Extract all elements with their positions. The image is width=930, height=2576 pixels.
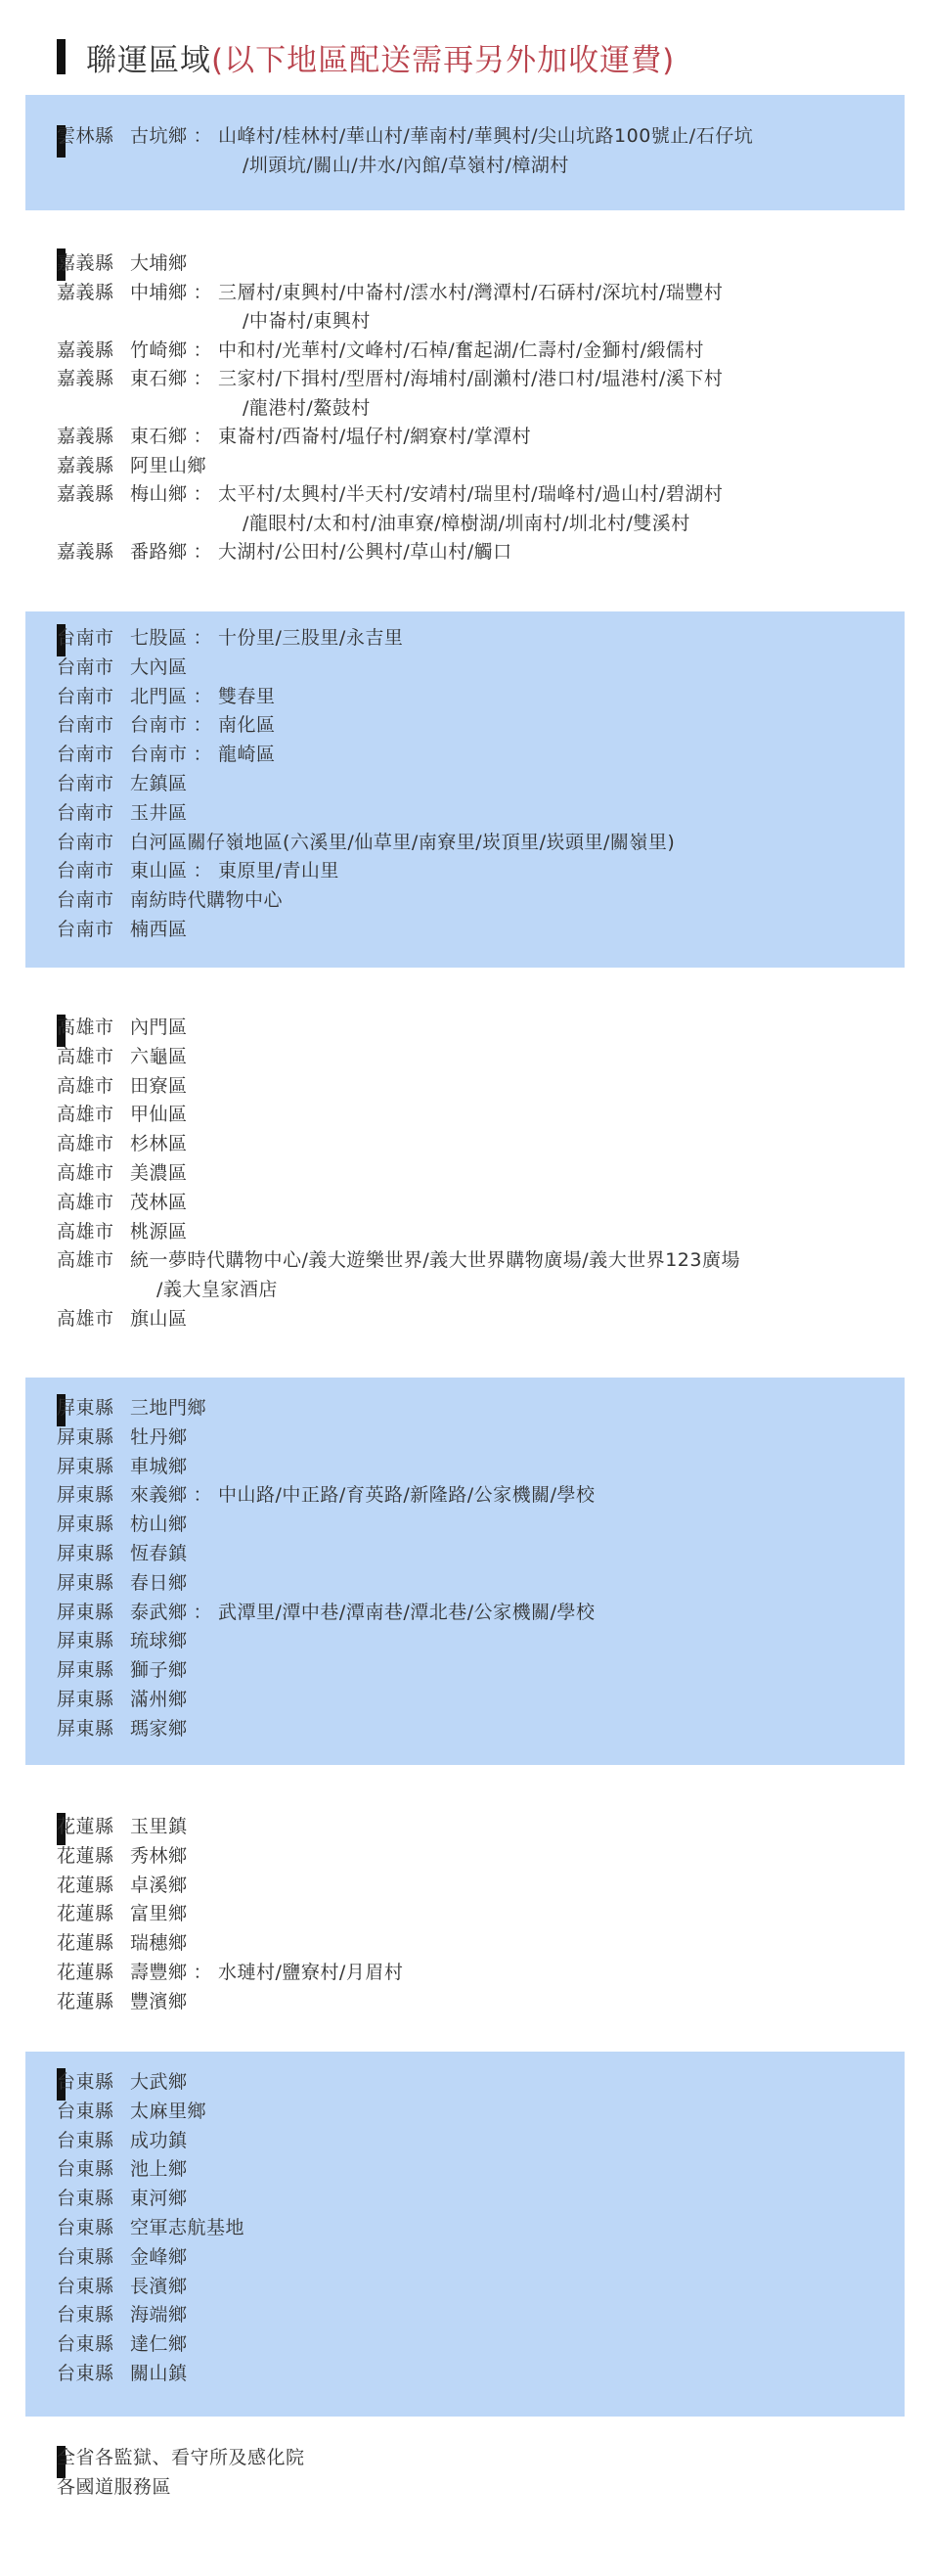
region-row <box>57 1423 188 1452</box>
colon-separator: ： <box>193 125 213 147</box>
colon-separator: ： <box>193 1602 213 1623</box>
county-label: 高雄市 <box>57 1133 114 1154</box>
district-label: 成功鎮 <box>130 2130 188 2151</box>
district-label: 東河鄉 <box>130 2188 188 2209</box>
region-row <box>57 278 723 307</box>
district-label: 美濃區 <box>130 1162 188 1184</box>
region-row <box>57 740 276 769</box>
district-label: 梅山鄉 <box>130 483 188 505</box>
region-row <box>57 682 276 711</box>
county-label: 台南市 <box>57 919 114 940</box>
region-row <box>57 1245 740 1275</box>
district-label: 壽豐鄉 <box>130 1962 188 1983</box>
county-label: 台南市 <box>57 627 114 649</box>
region-row <box>57 828 675 857</box>
county-label: 屏東縣 <box>57 1659 114 1681</box>
region-row <box>57 710 276 740</box>
region-row <box>57 1626 188 1655</box>
district-label: 田寮區 <box>130 1075 188 1097</box>
county-label: 花蓮縣 <box>57 1816 114 1837</box>
region-row <box>57 1217 188 1246</box>
county-label: 高雄市 <box>57 1075 114 1097</box>
county-label: 嘉義縣 <box>57 455 114 476</box>
district-label: 三地門鄉 <box>130 1397 207 1419</box>
region-row <box>57 1042 188 1071</box>
county-label: 台東縣 <box>57 2304 114 2326</box>
district-label: 恆春鎮 <box>130 1543 188 1564</box>
district-label: 池上鄉 <box>130 2158 188 2180</box>
district-label: 番路鄉 <box>130 541 188 563</box>
region-row <box>57 1987 188 2016</box>
county-label: 台東縣 <box>57 2071 114 2093</box>
region-row <box>57 537 512 566</box>
county-label: 屏東縣 <box>57 1484 114 1506</box>
region-row <box>57 1129 188 1158</box>
region-row <box>57 1188 188 1217</box>
district-label: 大武鄉 <box>130 2071 188 2093</box>
village-list-continued: /圳頭坑/關山/井水/內館/草嶺村/樟湖村 <box>243 155 569 176</box>
county-label: 屏東縣 <box>57 1426 114 1448</box>
county-label: 嘉義縣 <box>57 339 114 361</box>
district-label: 大內區 <box>130 656 188 678</box>
district-label: 獅子鄉 <box>130 1659 188 1681</box>
county-label: 高雄市 <box>57 1046 114 1067</box>
region-row <box>57 1655 188 1685</box>
colon-separator: ： <box>193 686 213 707</box>
county-label: 高雄市 <box>57 1308 114 1330</box>
title-main: 聯運區域 <box>86 42 211 78</box>
region-row <box>57 1452 188 1481</box>
region-row <box>57 249 188 278</box>
district-label: 車城鄉 <box>130 1456 188 1477</box>
region-row <box>57 2329 188 2359</box>
village-list: 山峰村/桂林村/華山村/華南村/華興村/尖山坑路100號止/石仔坑 <box>218 125 754 147</box>
page-title <box>86 35 675 79</box>
header-bar-marker <box>57 39 66 74</box>
county-label: 屏東縣 <box>57 1514 114 1535</box>
county-label: 花蓮縣 <box>57 1875 114 1896</box>
colon-separator: ： <box>193 1962 213 1983</box>
colon-separator: ： <box>193 744 213 765</box>
region-row <box>57 2184 188 2213</box>
region-row <box>57 2154 188 2184</box>
district-label: 瑪家鄉 <box>130 1718 188 1740</box>
village-list-continued: /中崙村/東興村 <box>243 310 371 332</box>
county-label: 台東縣 <box>57 2333 114 2355</box>
village-list: 大湖村/公田村/公興村/草山村/觸口 <box>218 541 512 563</box>
region-row <box>57 1480 596 1510</box>
county-label: 高雄市 <box>57 1162 114 1184</box>
colon-separator: ： <box>193 860 213 881</box>
region-row <box>57 479 723 509</box>
county-label: 嘉義縣 <box>57 368 114 389</box>
county-label: 花蓮縣 <box>57 1903 114 1924</box>
village-list-continued: /義大皇家酒店 <box>156 1279 278 1300</box>
district-label: 金峰鄉 <box>130 2246 188 2268</box>
district-label: 枋山鄉 <box>130 1514 188 1535</box>
region-row <box>57 856 339 885</box>
village-list: 三層村/東興村/中崙村/澐水村/灣潭村/石硦村/深坑村/瑞豐村 <box>218 282 724 303</box>
county-label: 高雄市 <box>57 1221 114 1243</box>
region-row <box>57 1841 188 1871</box>
colon-separator: ： <box>193 714 213 736</box>
district-label: 達仁鄉 <box>130 2333 188 2355</box>
county-label: 台南市 <box>57 832 114 853</box>
village-list: 十份里/三股里/永吉里 <box>218 627 404 649</box>
district-label: 東石鄉 <box>130 426 188 447</box>
county-label: 台南市 <box>57 773 114 794</box>
village-list-continued: /龍眼村/太和村/油車寮/樟樹湖/圳南村/圳北村/雙溪村 <box>243 513 690 534</box>
county-label: 屏東縣 <box>57 1543 114 1564</box>
village-list: 中和村/光華村/文峰村/石棹/奮起湖/仁壽村/金獅村/緞儒村 <box>218 339 704 361</box>
district-label: 杉林區 <box>130 1133 188 1154</box>
district-label: 北門區 <box>130 686 188 707</box>
county-label: 嘉義縣 <box>57 252 114 274</box>
district-label: 牡丹鄉 <box>130 1426 188 1448</box>
district-label: 楠西區 <box>130 919 188 940</box>
district-label: 內門區 <box>130 1017 188 1038</box>
county-label: 高雄市 <box>57 1249 114 1271</box>
district-label: 玉里鎮 <box>130 1816 188 1837</box>
district-label: 富里鄉 <box>130 1903 188 1924</box>
colon-separator: ： <box>193 1484 213 1506</box>
region-row <box>57 1100 188 1129</box>
county-label: 台南市 <box>57 656 114 678</box>
district-label: 玉井區 <box>130 802 188 824</box>
village-list: 中山路/中正路/育英路/新隆路/公家機關/學校 <box>218 1484 596 1506</box>
county-label: 台南市 <box>57 860 114 881</box>
district-label: 卓溪鄉 <box>130 1875 188 1896</box>
page-header <box>57 37 675 76</box>
county-label: 台東縣 <box>57 2276 114 2297</box>
village-list: 龍崎區 <box>218 744 276 765</box>
region-row <box>57 1685 188 1714</box>
region-row <box>57 1393 206 1423</box>
county-label: 台南市 <box>57 714 114 736</box>
district-label: 海端鄉 <box>130 2304 188 2326</box>
colon-separator: ： <box>193 339 213 361</box>
county-label: 嘉義縣 <box>57 282 114 303</box>
district-label: 南紡時代購物中心 <box>130 889 284 911</box>
region-row <box>57 1928 188 1958</box>
region-row <box>57 915 188 944</box>
county-label: 花蓮縣 <box>57 1991 114 2012</box>
district-label: 大埔鄉 <box>130 252 188 274</box>
region-row <box>57 2097 206 2126</box>
county-label: 高雄市 <box>57 1104 114 1125</box>
region-row <box>57 1958 403 1987</box>
region-row <box>57 364 723 393</box>
district-label: 琉球鄉 <box>130 1630 188 1651</box>
colon-separator: ： <box>193 541 213 563</box>
county-label: 屏東縣 <box>57 1397 114 1419</box>
region-row <box>57 1714 188 1743</box>
region-row <box>57 623 403 653</box>
region-row <box>57 1510 188 1539</box>
county-label: 花蓮縣 <box>57 1932 114 1954</box>
colon-separator: ： <box>193 282 213 303</box>
county-label: 高雄市 <box>57 1192 114 1213</box>
colon-separator: ： <box>193 426 213 447</box>
county-label: 屏東縣 <box>57 1456 114 1477</box>
village-list: 水璉村/鹽寮村/月眉村 <box>218 1962 404 1983</box>
district-label: 六龜區 <box>130 1046 188 1067</box>
county-label: 台東縣 <box>57 2217 114 2238</box>
county-label: 雲林縣 <box>57 125 114 147</box>
county-label: 花蓮縣 <box>57 1845 114 1867</box>
district-label: 左鎮區 <box>130 773 188 794</box>
region-row <box>57 336 704 365</box>
district-label: 台南市 <box>130 714 188 736</box>
county-label: 台東縣 <box>57 2101 114 2122</box>
title-note: (以下地區配送需再另外加收運費) <box>211 42 676 78</box>
district-label: 統一夢時代購物中心/義大遊樂世界/義大世界購物廣場/義大世界123廣場 <box>130 1249 740 1271</box>
district-label: 滿州鄉 <box>130 1689 188 1710</box>
region-row <box>57 1568 188 1598</box>
region-row <box>57 422 531 451</box>
district-label: 東石鄉 <box>130 368 188 389</box>
district-label: 瑞穗鄉 <box>130 1932 188 1954</box>
region-row <box>57 885 283 915</box>
county-label: 台東縣 <box>57 2363 114 2384</box>
region-row <box>57 2126 188 2155</box>
district-label: 中埔鄉 <box>130 282 188 303</box>
village-list: 武潭里/潭中巷/潭南巷/潭北巷/公家機關/學校 <box>218 1602 596 1623</box>
county-label: 台東縣 <box>57 2188 114 2209</box>
district-label: 泰武鄉 <box>130 1602 188 1623</box>
district-label: 茂林區 <box>130 1192 188 1213</box>
region-row <box>57 1071 188 1101</box>
district-label: 甲仙區 <box>130 1104 188 1125</box>
county-label: 台南市 <box>57 889 114 911</box>
colon-separator: ： <box>193 627 213 649</box>
region-row <box>57 2067 188 2097</box>
region-row <box>57 121 753 151</box>
county-label: 台東縣 <box>57 2130 114 2151</box>
district-label: 台南市 <box>130 744 188 765</box>
district-label: 旗山區 <box>130 1308 188 1330</box>
county-label: 台南市 <box>57 744 114 765</box>
county-label: 花蓮縣 <box>57 1962 114 1983</box>
region-row <box>57 1899 188 1928</box>
village-list: 東原里/青山里 <box>218 860 339 881</box>
district-label: 關山鎮 <box>130 2363 188 2384</box>
district-label: 太麻里鄉 <box>130 2101 207 2122</box>
region-row <box>57 2359 188 2388</box>
village-list-continued: /龍港村/鰲鼓村 <box>243 397 371 419</box>
region-row <box>57 1812 188 1841</box>
region-row <box>57 1539 188 1568</box>
region-row <box>57 1598 596 1627</box>
district-label: 桃源區 <box>130 1221 188 1243</box>
colon-separator: ： <box>193 483 213 505</box>
region-row <box>57 769 188 798</box>
county-label: 屏東縣 <box>57 1718 114 1740</box>
village-list: 太平村/太興村/半天村/安靖村/瑞里村/瑞峰村/過山村/碧湖村 <box>218 483 724 505</box>
county-label: 高雄市 <box>57 1017 114 1038</box>
region-row <box>57 2272 188 2301</box>
region-row <box>57 1871 188 1900</box>
county-label: 台南市 <box>57 686 114 707</box>
region-row <box>57 451 206 480</box>
district-label: 秀林鄉 <box>130 1845 188 1867</box>
county-label: 屏東縣 <box>57 1689 114 1710</box>
region-row <box>57 1158 188 1188</box>
colon-separator: ： <box>193 368 213 389</box>
region-row <box>57 2213 244 2242</box>
county-label: 嘉義縣 <box>57 541 114 563</box>
village-list: 雙春里 <box>218 686 276 707</box>
district-label: 長濱鄉 <box>130 2276 188 2297</box>
region-row <box>57 653 188 682</box>
other-region-line: 各國道服務區 <box>57 2476 172 2498</box>
district-label: 來義鄉 <box>130 1484 188 1506</box>
region-row <box>57 2242 188 2272</box>
district-label: 春日鄉 <box>130 1572 188 1594</box>
district-label: 阿里山鄉 <box>130 455 207 476</box>
village-list: 東崙村/西崙村/塭仔村/網寮村/掌潭村 <box>218 426 532 447</box>
county-label: 屏東縣 <box>57 1630 114 1651</box>
district-label: 豐濱鄉 <box>130 1991 188 2012</box>
county-label: 屏東縣 <box>57 1602 114 1623</box>
village-list: 南化區 <box>218 714 276 736</box>
county-label: 屏東縣 <box>57 1572 114 1594</box>
district-label: 七股區 <box>130 627 188 649</box>
region-row <box>57 1013 188 1042</box>
district-label: 東山區 <box>130 860 188 881</box>
region-row <box>57 2300 188 2329</box>
district-label: 竹崎鄉 <box>130 339 188 361</box>
county-label: 台東縣 <box>57 2246 114 2268</box>
village-list: 三家村/下揖村/型厝村/海埔村/副瀨村/港口村/塭港村/溪下村 <box>218 368 724 389</box>
region-row <box>57 1304 188 1333</box>
region-row <box>57 798 188 828</box>
district-label: 白河區關仔嶺地區(六溪里/仙草里/南寮里/崁頂里/崁頭里/關嶺里) <box>130 832 676 853</box>
county-label: 嘉義縣 <box>57 483 114 505</box>
other-region-line: 全省各監獄、看守所及感化院 <box>57 2447 305 2468</box>
county-label: 台南市 <box>57 802 114 824</box>
county-label: 嘉義縣 <box>57 426 114 447</box>
district-label: 古坑鄉 <box>130 125 188 147</box>
county-label: 台東縣 <box>57 2158 114 2180</box>
district-label: 空軍志航基地 <box>130 2217 245 2238</box>
